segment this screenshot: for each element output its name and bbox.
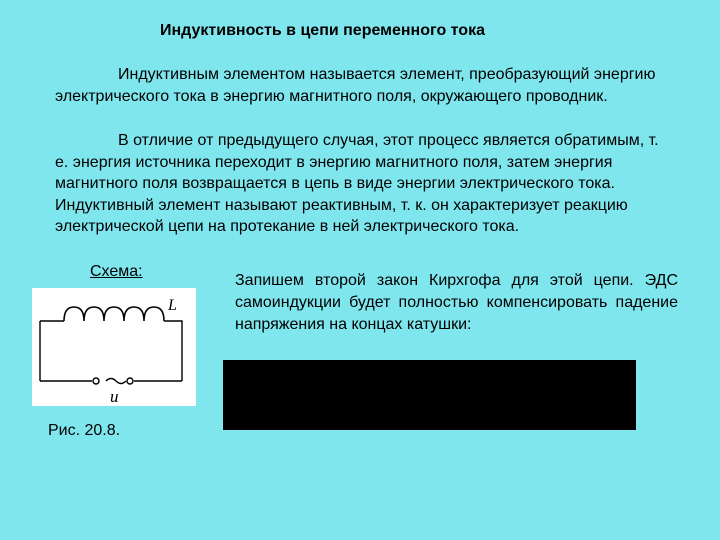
schema-label: Схема: bbox=[90, 263, 143, 280]
inductor-label: L bbox=[168, 297, 177, 314]
circuit-diagram bbox=[32, 288, 196, 406]
kirchhoff-paragraph: Запишем второй закон Кирхгофа для этой цепи. ЭДС самоиндукции будет полностью компенсировать падение напряжения на концах катушки: bbox=[235, 272, 678, 333]
formula-placeholder bbox=[223, 360, 636, 430]
figure-caption: Рис. 20.8. bbox=[48, 422, 121, 439]
circuit-svg bbox=[32, 288, 196, 406]
source-terminal-left bbox=[93, 378, 99, 384]
right-wire bbox=[164, 321, 182, 381]
slide-title: Индуктивность в цепи переменного тока bbox=[160, 22, 485, 39]
ac-source-symbol bbox=[106, 379, 126, 384]
source-terminal-right bbox=[127, 378, 133, 384]
paragraph-explanation: В отличие от предыдущего случая, этот процесс является обратимым, т. е. энергия источника переходит в энергию магнитного поля, затем энергия магнитного поля возвращается в цепь в виде энергии электрического тока. Индуктивный элемент называют реактивным, т. к. он характеризует реакцию электрической цепи на протекание в ней электрического тока. bbox=[55, 132, 659, 235]
inductor-coil bbox=[64, 307, 164, 321]
paragraph-definition: Индуктивным элементом называется элемент, преобразующий энергию электрического тока в энергию магнитного поля, окружающего проводник. bbox=[55, 66, 656, 105]
source-label: u bbox=[110, 387, 119, 406]
